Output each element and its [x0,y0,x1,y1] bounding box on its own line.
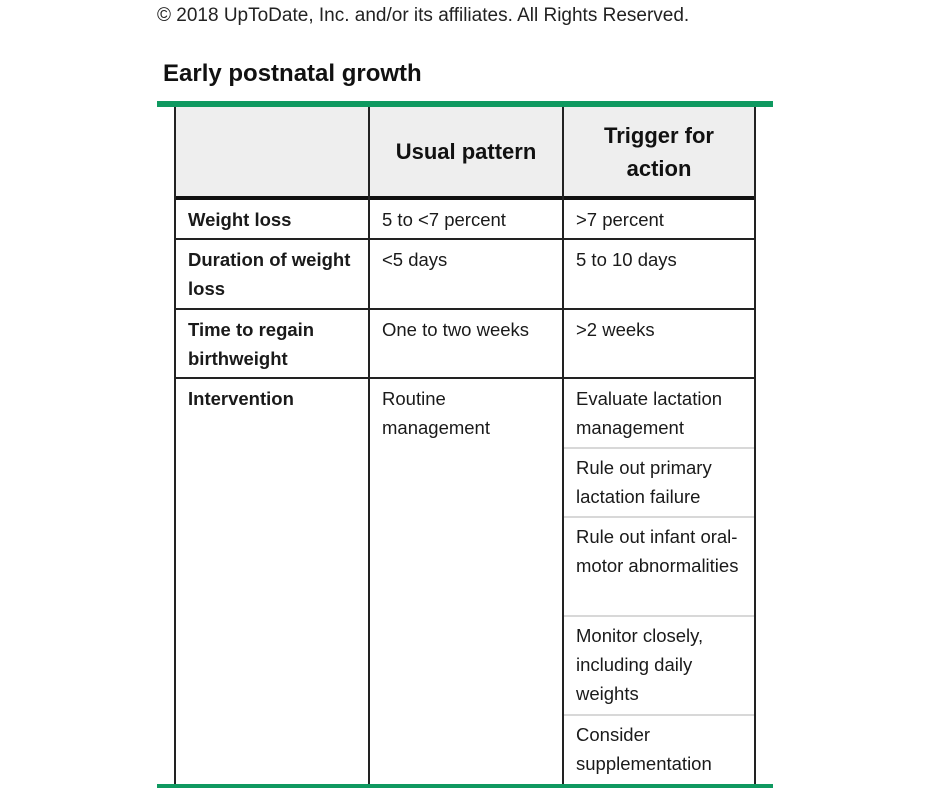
trigger-item-oral-motor: Rule out infant oral-motor abnormalities [576,526,739,576]
sub-row-divider [564,516,754,518]
row-label-duration: Duration of weight loss [188,249,351,299]
cell-usual-duration: <5 days [382,249,448,270]
cell-usual-intervention: Routine management [382,388,490,438]
trigger-item-primary-lactation-failure: Rule out primary lactation failure [576,457,712,507]
trigger-item-supplementation: Consider supplementation [576,724,712,774]
header-trigger-for-action: Trigger for action [603,123,714,181]
copyright-notice: © 2018 UpToDate, Inc. and/or its affiliates. All Rights Reserved. [157,5,690,26]
row-label-regain: Time to regain birthweight [188,319,315,369]
sub-row-divider [564,447,754,449]
sub-row-divider [564,615,754,617]
cell-usual-regain: One to two weeks [382,319,530,340]
sub-row-divider [564,714,754,716]
trigger-item-evaluate-lactation: Evaluate lactation management [576,388,723,438]
cell-trigger-regain: >2 weeks [576,319,655,340]
row-label-weight-loss: Weight loss [188,209,292,230]
row-divider [176,377,754,379]
cell-usual-weight-loss: 5 to <7 percent [382,209,506,230]
trigger-item-monitor-closely: Monitor closely, including daily weights [576,625,704,704]
header-usual-pattern: Usual pattern [395,139,537,164]
table-title: Early postnatal growth [163,60,422,87]
cell-trigger-duration: 5 to 10 days [576,249,677,270]
growth-table [174,107,756,784]
table-header-rule [176,196,754,200]
cell-trigger-weight-loss: >7 percent [576,209,664,230]
row-divider [176,308,754,310]
row-label-intervention: Intervention [188,388,294,409]
row-divider [176,238,754,240]
bottom-accent-bar [157,784,773,788]
